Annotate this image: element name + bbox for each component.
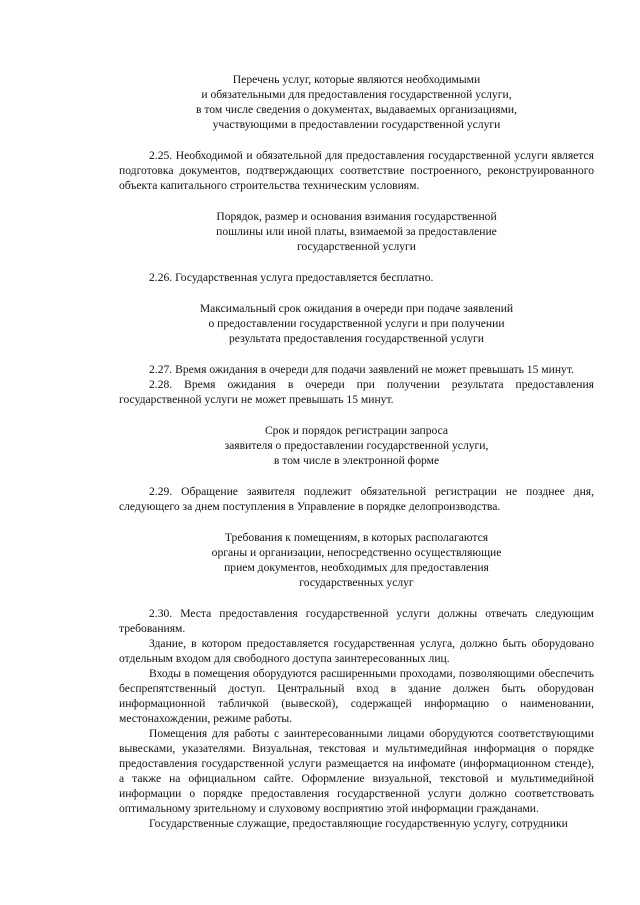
heading-related-services [119,72,594,132]
paragraph-2-25: 2.25. Необходимой и обязательной для предоставления государственной услуги является подготовка документов, подтверждающих соответствие построенного, реконструированного объекта капитального строительства техническим условиям. [119,149,594,192]
paragraph-rooms: Помещения для работы с заинтересованными лицами оборудуются соответствующими вывесками, указателями. Визуальная, текстовая и мультимедийная информация о порядке предоставления государственной услуги размещается на инфомате (информационном стенде), а также на официальном сайте. Оформление визуальной, текстовой и мультимедийной информации о порядке предоставления государственной услуги должно соответствовать оптимальному зрительному и слуховому восприятию этой информации гражданами. [119,727,594,815]
heading-line: Максимальный срок ожидания в очереди при подаче заявлений [199,302,514,315]
heading-line: и обязательными для предоставления государственной услуги, [201,88,512,101]
paragraph-2-29: 2.29. Обращение заявителя подлежит обязательной регистрации не позднее дня, следующего за днем поступления в Управление в порядке делопроизводства. [119,485,594,513]
heading-line: Порядок, размер и основания взимания государственной [216,210,497,223]
document-page [119,72,594,831]
heading-line: Перечень услуг, которые являются необходимыми [232,73,481,86]
heading-waiting-time [119,301,594,346]
heading-line: о предоставлении государственной услуги и при получении [208,317,505,330]
heading-line: пошлины или иной платы, взимаемой за предоставление [216,225,497,238]
heading-line: участвующими в предоставлении государственной услуги [212,118,501,131]
paragraph-2-28: 2.28. Время ожидания в очереди при получении результата предоставления государственной услуги не может превышать 15 минут. [119,378,594,406]
heading-line: в том числе сведения о документах, выдаваемых организациями, [195,103,518,116]
heading-line: государственной услуги [296,240,416,253]
heading-line: результата предоставления государственной услуги [228,332,485,345]
heading-registration [119,423,594,468]
heading-premises [119,530,594,590]
paragraph-building: Здание, в котором предоставляется государственная услуга, должно быть оборудовано отдельным входом для свободного доступа заинтересованных лиц. [119,637,594,665]
heading-line: Срок и порядок регистрации запроса [264,424,449,437]
heading-line: государственных услуг [299,576,414,589]
heading-fee [119,209,594,254]
heading-line: прием документов, необходимых для предоставления [224,561,489,574]
paragraph-2-30: 2.30. Места предоставления государственной услуги должны отвечать следующим требованиям. [119,607,594,635]
heading-line: в том числе в электронной форме [273,454,440,467]
heading-line: органы и организации, непосредственно осуществляющие [211,546,502,559]
heading-line: Требования к помещениям, в которых располагаются [224,531,489,544]
paragraph-staff: Государственные служащие, предоставляющие государственную услугу, сотрудники [149,817,568,830]
paragraph-entrances: Входы в помещения оборудуются расширенными проходами, позволяющими обеспечить беспрепятственный доступ. Центральный вход в здание должен быть оборудован информационной табличкой (вывеской), содержащей информацию о наименовании, местонахождении, режиме работы. [119,667,594,725]
paragraph-2-26: 2.26. Государственная услуга предоставляется бесплатно. [149,271,434,284]
heading-line: заявителя о предоставлении государственной услуги, [224,439,489,452]
paragraph-2-27: 2.27. Время ожидания в очереди для подачи заявлений не может превышать 15 минут. [149,363,574,376]
